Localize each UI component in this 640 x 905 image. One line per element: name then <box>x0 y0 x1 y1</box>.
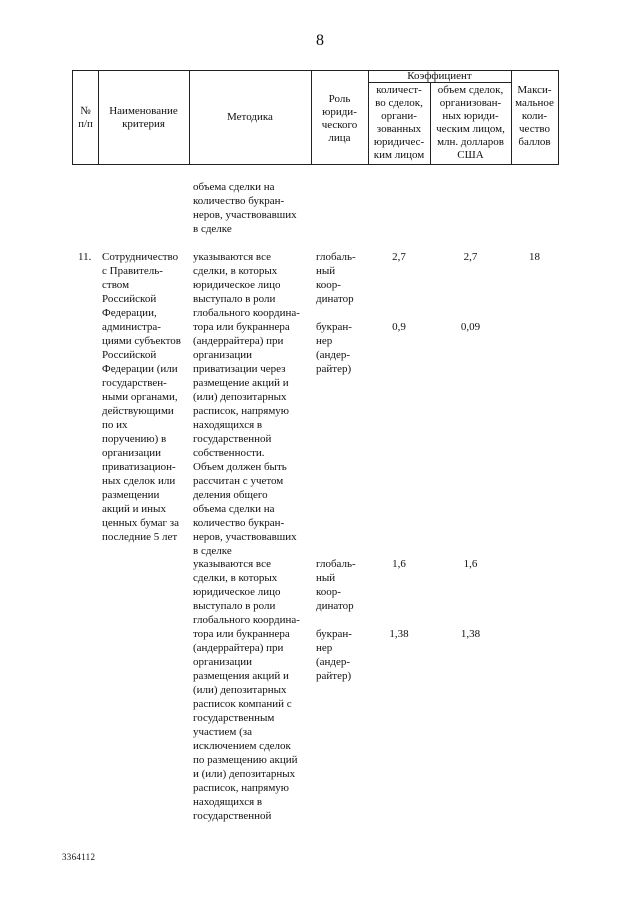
row11-role-a1: глобаль- ный коор- динатор <box>316 251 356 305</box>
header-coef-volume: объем сделок, организован- ных юриди- ческим лицом, млн. долларов США <box>436 84 505 161</box>
row11-volume-a1: 2,7 <box>463 251 478 263</box>
continuation-method-text: объема сделки на количество букран- неров, участвовавших в сделке <box>193 181 297 235</box>
row11-role-b1: глобаль- ный коор- динатор <box>316 558 356 612</box>
header-coefficient: Коэффициент <box>407 70 472 82</box>
col-line-right <box>558 70 559 165</box>
row11-method-b: указываются все сделки, в которых юридическое лицо выступало в роли глобального координа- тора или букраннера (андеррайтера) при организации размещения акций и (или) депозитарных расписок компаний с государственным участием (за исключением сделок по размещению акций и (или) депозитарных расписок, напрямую находящихся в государственной <box>193 558 300 822</box>
row11-volume-b1: 1,6 <box>463 558 478 570</box>
row11-criterion-name: Сотрудничество с Правитель- ством Российской Федерации, администра- циями субъектов Российской Федерации (или государствен- ными органами, действующими по их поручению) в организации приватизацион- ных сделок или размещении акций и иных ценных бумаг за последние 5 лет <box>102 251 181 543</box>
row11-role-a2: букран- нер (андер- райтер) <box>316 321 352 375</box>
row11-count-b2: 1,38 <box>389 628 409 640</box>
header-method: Методика <box>227 111 273 123</box>
row11-count-a2: 0,9 <box>392 321 406 333</box>
row11-count-b1: 1,6 <box>392 558 406 570</box>
page-number: 8 <box>316 32 324 49</box>
row11-role-b2: букран- нер (андер- райтер) <box>316 628 352 682</box>
header-max-points: Макси- мальное коли- чество баллов <box>515 84 554 148</box>
header-coef-count: количест- во сделок, органи- зованных юридичес- ким лицом <box>373 84 425 161</box>
row11-volume-a2: 0,09 <box>460 321 481 333</box>
footer-document-code: 3364112 <box>62 852 96 862</box>
header-criterion-name: Наименование критерия <box>109 105 178 130</box>
row11-number: 11. <box>78 251 92 263</box>
row11-method-a: указываются все сделки, в которых юридическое лицо выступало в роли глобального координа- тора или букраннера (андеррайтера) при организации приватизации через размещение акций и (или) депозитарных расписок, напрямую находящихся в государственной собственности. Объем должен быть рассчитан с учетом деления общего объема сделки на количество букран- неров, участвовавших в сделке <box>193 251 300 557</box>
header-role: Роль юриди- ческого лица <box>321 93 358 144</box>
row11-count-a1: 2,7 <box>392 251 406 263</box>
row11-volume-b2: 1,38 <box>460 628 481 640</box>
row11-max-points: 18 <box>529 251 540 263</box>
header-number: № п/п <box>78 105 93 130</box>
header-bottom-border <box>72 164 558 165</box>
